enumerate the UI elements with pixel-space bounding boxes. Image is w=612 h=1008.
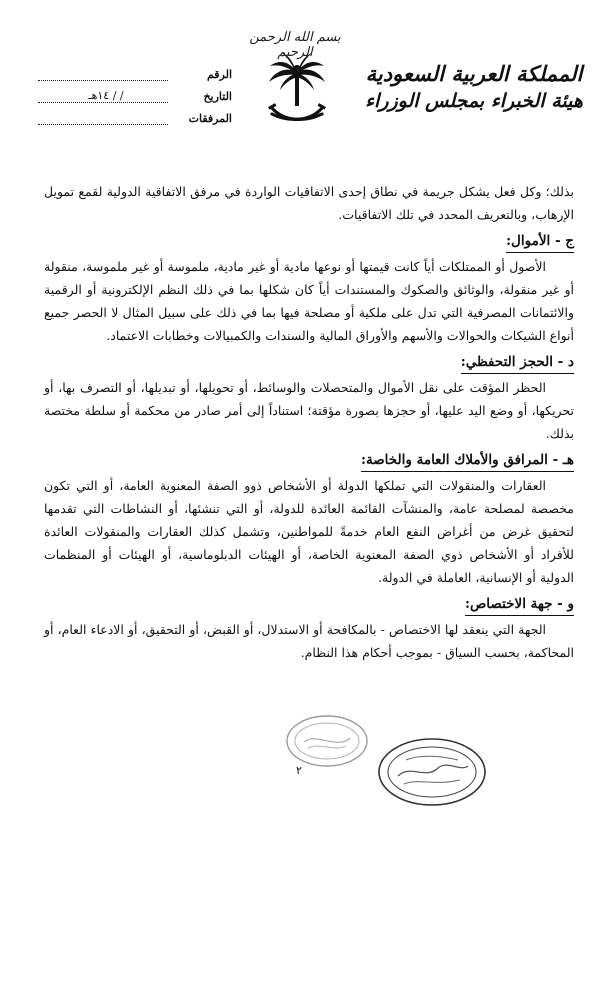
faint-stamp-icon	[284, 712, 370, 770]
reference-block	[32, 64, 232, 130]
page-number: ٢	[296, 764, 302, 777]
section-heading: ج - الأموال:	[506, 230, 574, 253]
section-text: الأصول أو الممتلكات أياً كانت قيمتها أو نوعها مادية أو غير مادية، ملموسة أو غير ملموسة، منقولة أو غير منقولة، والوثائق والصكوك والمستندات أياً كان شكلها بما في ذلك النظم الإلكترونية أو الرقمية والائتمانات المصرفية التي تدل على ملكية أو مصلحة فيها بما في ذلك على سبيل المثال لا الحصر جميع أنواع الشيكات والحوالات والأسهم والأوراق المالية والسندات والكمبيالات وخطابات الاعتماد.	[44, 259, 574, 343]
section-competent-authority	[44, 589, 574, 664]
section-heading: و - جهة الاختصاص:	[465, 593, 574, 616]
ref-date-label: التاريخ	[203, 90, 232, 103]
ref-date-row	[32, 86, 232, 108]
ref-date-value: / / ١٤هـ	[88, 89, 124, 102]
section-heading: هـ - المرافق والأملاك العامة والخاصة:	[361, 449, 574, 472]
official-seal-icon	[376, 736, 488, 808]
basmala: بسم الله الرحمن الرحيم	[249, 30, 341, 60]
ref-date-line	[38, 102, 168, 103]
ref-attachments-label: المرفقات	[188, 112, 232, 125]
document-body	[44, 180, 574, 664]
letterhead-title	[364, 60, 584, 114]
ref-number-label: الرقم	[206, 68, 232, 81]
ref-number-line	[38, 80, 168, 81]
country-name: المملكة العربية السعودية	[365, 61, 583, 86]
ref-number-row	[32, 64, 232, 86]
section-text: الحظر المؤقت على نقل الأموال والمتحصلات والوسائط، أو تحويلها، أو تبديلها، أو التصرف بها، أو تحريكها، أو وضع اليد عليها، أو حجزها بصورة مؤقتة؛ استناداً إلى أمر صادر من محكمة أو سلطة مختصة بذلك.	[44, 380, 574, 441]
section-funds	[44, 226, 574, 347]
section-text: العقارات والمنقولات التي تملكها الدولة أو الأشخاص ذوو الصفة المعنوية العامة، أو التي تكون مخصصة لمصلحة عامة، والمنشآت القائمة العائدة للدولة، أو التي تنشئها، أو النشاطات التي تقدمها لتحقيق غرض من أغراض النفع العام خدمةً للمواطنين، وتشمل كذلك العقارات والمنقولات العائدة للأفراد أو الأشخاص ذوي الصفة المعنوية الخاصة، أو الهيئات الدبلوماسية، أو الهيئات أو المنظمات الدولية أو الإنسانية، العاملة في الدولة.	[44, 478, 574, 585]
intro-paragraph: بذلك؛ وكل فعل يشكل جريمة في نطاق إحدى الاتفاقيات الواردة في مرفق الاتفاقية الدولية لقمع تمويل الإرهاب، وبالتعريف المحدد في تلك الاتفاقيات.	[44, 184, 574, 222]
ref-attachments-row	[32, 108, 232, 130]
section-precautionary-seizure	[44, 347, 574, 445]
ref-attachments-line	[38, 124, 168, 125]
section-public-private-property	[44, 445, 574, 589]
authority-name: هيئة الخبراء بمجلس الوزراء	[365, 90, 583, 112]
section-text: الجهة التي ينعقد لها الاختصاص - بالمكافحة أو الاستدلال، أو القبض، أو التحقيق، أو الادعاء العام، أو المحاكمة، بحسب السياق - بموجب أحكام هذا النظام.	[44, 622, 574, 660]
section-heading: د - الحجز التحفظي:	[461, 351, 574, 374]
palm-swords-emblem-icon	[266, 52, 328, 128]
